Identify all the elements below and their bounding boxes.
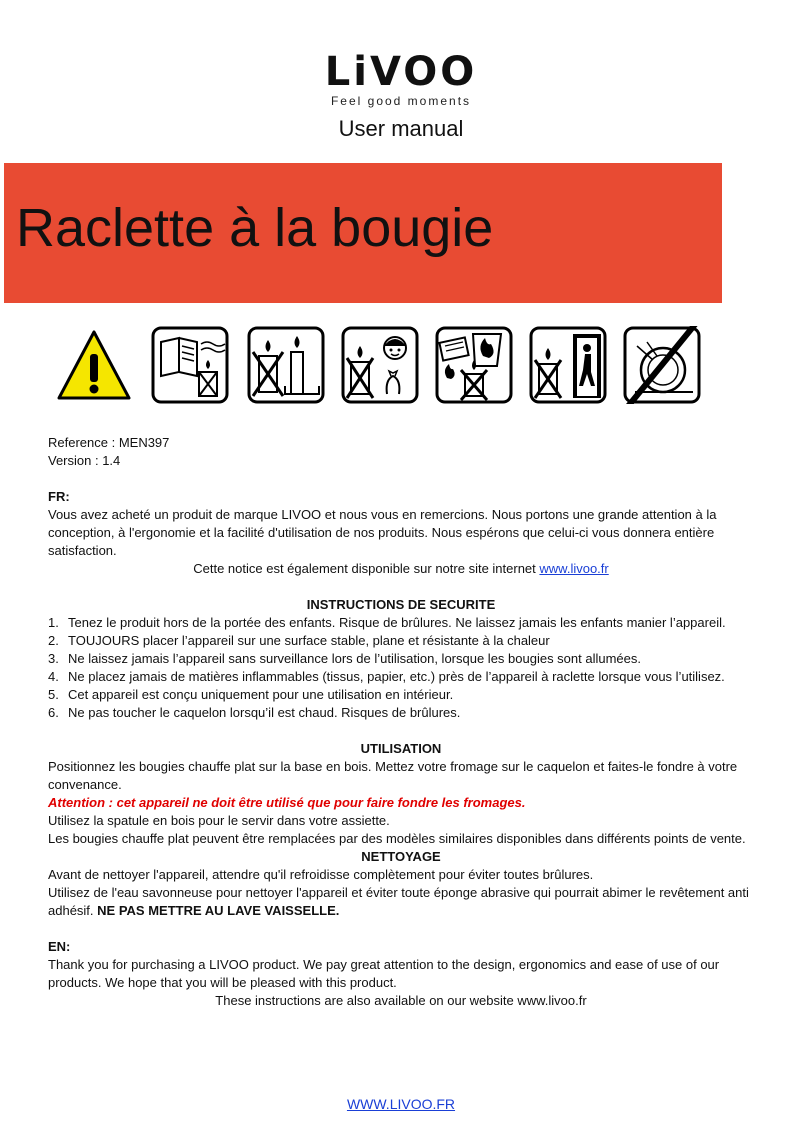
usage-text-1: Positionnez les bougies chauffe plat sur la base en bois. Mettez votre fromage sur le caquelon et faites-le fondre à votre convenance. — [48, 759, 738, 792]
fr-website-link[interactable]: www.livoo.fr — [539, 561, 609, 576]
fr-intro: Vous avez acheté un produit de marque LIVOO et nous vous en remercions. Nous portons une grande attention à la conception, à l'ergonomie et la facilité d'utilisation de nos produits. Nous espérons que celui-ci vous donnera entière satisfaction. — [48, 507, 717, 558]
usage-warning: Attention : cet appareil ne doit être utilisé que pour faire fondre les fromages. — [48, 795, 526, 810]
no-flammable-materials-icon — [435, 326, 513, 404]
list-item: 4. Ne placez jamais de matières inflammables (tissus, papier, etc.) près de l’appareil à raclette lorsque vous l’utilisez. — [48, 669, 725, 684]
list-item: 6. Ne pas toucher le caquelon lorsqu’il est chaud. Risques de brûlures. — [48, 705, 461, 720]
usage-text-2: Utilisez la spatule en bois pour le servir dans votre assiette. — [48, 813, 390, 828]
title-banner — [4, 163, 722, 303]
cleaning-text-2: Utilisez de l'eau savonneuse pour nettoyer l'appareil et éviter toute éponge abrasive qui pourrait abimer le revêtement anti adhésif. NE PAS METTRE AU LAVE VAISSELLE. — [48, 885, 749, 918]
warning-triangle-icon — [55, 326, 133, 404]
en-heading: EN: — [48, 939, 71, 954]
keep-from-children-pets-icon — [341, 326, 419, 404]
no-adjacent-candles-icon — [247, 326, 325, 404]
product-title: Raclette à la bougie — [16, 198, 494, 258]
cleaning-text-1: Avant de nettoyer l'appareil, attendre qu'il refroidisse complètement pour éviter toutes brûlures. — [48, 867, 594, 882]
footer — [0, 1096, 802, 1112]
fr-notice — [48, 560, 754, 578]
footer-website-link[interactable]: WWW.LIVOO.FR — [346, 1096, 456, 1112]
list-item: 3. Ne laissez jamais l’appareil sans surveillance lors de l’utilisation, lorsque les bougies sont allumées. — [48, 651, 642, 666]
brand-logo — [0, 50, 802, 108]
no-dishwasher-warning: NE PAS METTRE AU LAVE VAISSELLE. — [97, 903, 340, 918]
no-dishwasher-icon — [623, 326, 701, 404]
safety-title: INSTRUCTIONS DE SECURITE — [306, 597, 496, 612]
read-manual-icon — [151, 326, 229, 404]
en-intro: Thank you for purchasing a LIVOO product. We pay great attention to the design, ergonomics and ease of use of our products. We hope that you will be pleased with this product. — [48, 957, 720, 990]
version: Version : 1.4 — [48, 453, 121, 468]
list-item: 2. TOUJOURS placer l’appareil sur une surface stable, plane et résistante à la chaleur — [48, 633, 550, 648]
brand-name: LiVOO — [324, 49, 478, 95]
usage-text-3: Les bougies chauffe plat peuvent être remplacées par des modèles similaires disponibles dans différents points de vente. — [48, 831, 746, 846]
en-notice: These instructions are also available on our website www.livoo.fr — [215, 993, 587, 1008]
manual-label: User manual — [338, 116, 464, 141]
brand-tagline: Feel good moments — [330, 94, 472, 108]
manual-body — [48, 434, 754, 1010]
indoor-use-only-icon — [529, 326, 607, 404]
list-item: 1. Tenez le produit hors de la portée des enfants. Risque de brûlures. Ne laissez jamais les enfants manier l’appareil. — [48, 615, 726, 630]
safety-list — [48, 614, 754, 722]
safety-icons-row — [55, 318, 725, 418]
reference: Reference : MEN397 — [48, 435, 170, 450]
usage-title: UTILISATION — [360, 741, 442, 756]
cleaning-title: NETTOYAGE — [361, 849, 441, 864]
fr-heading: FR: — [48, 489, 70, 504]
fr-notice-text: Cette notice est également disponible sur notre site internet — [193, 561, 540, 576]
list-item: 5. Cet appareil est conçu uniquement pour une utilisation en intérieur. — [48, 687, 454, 702]
